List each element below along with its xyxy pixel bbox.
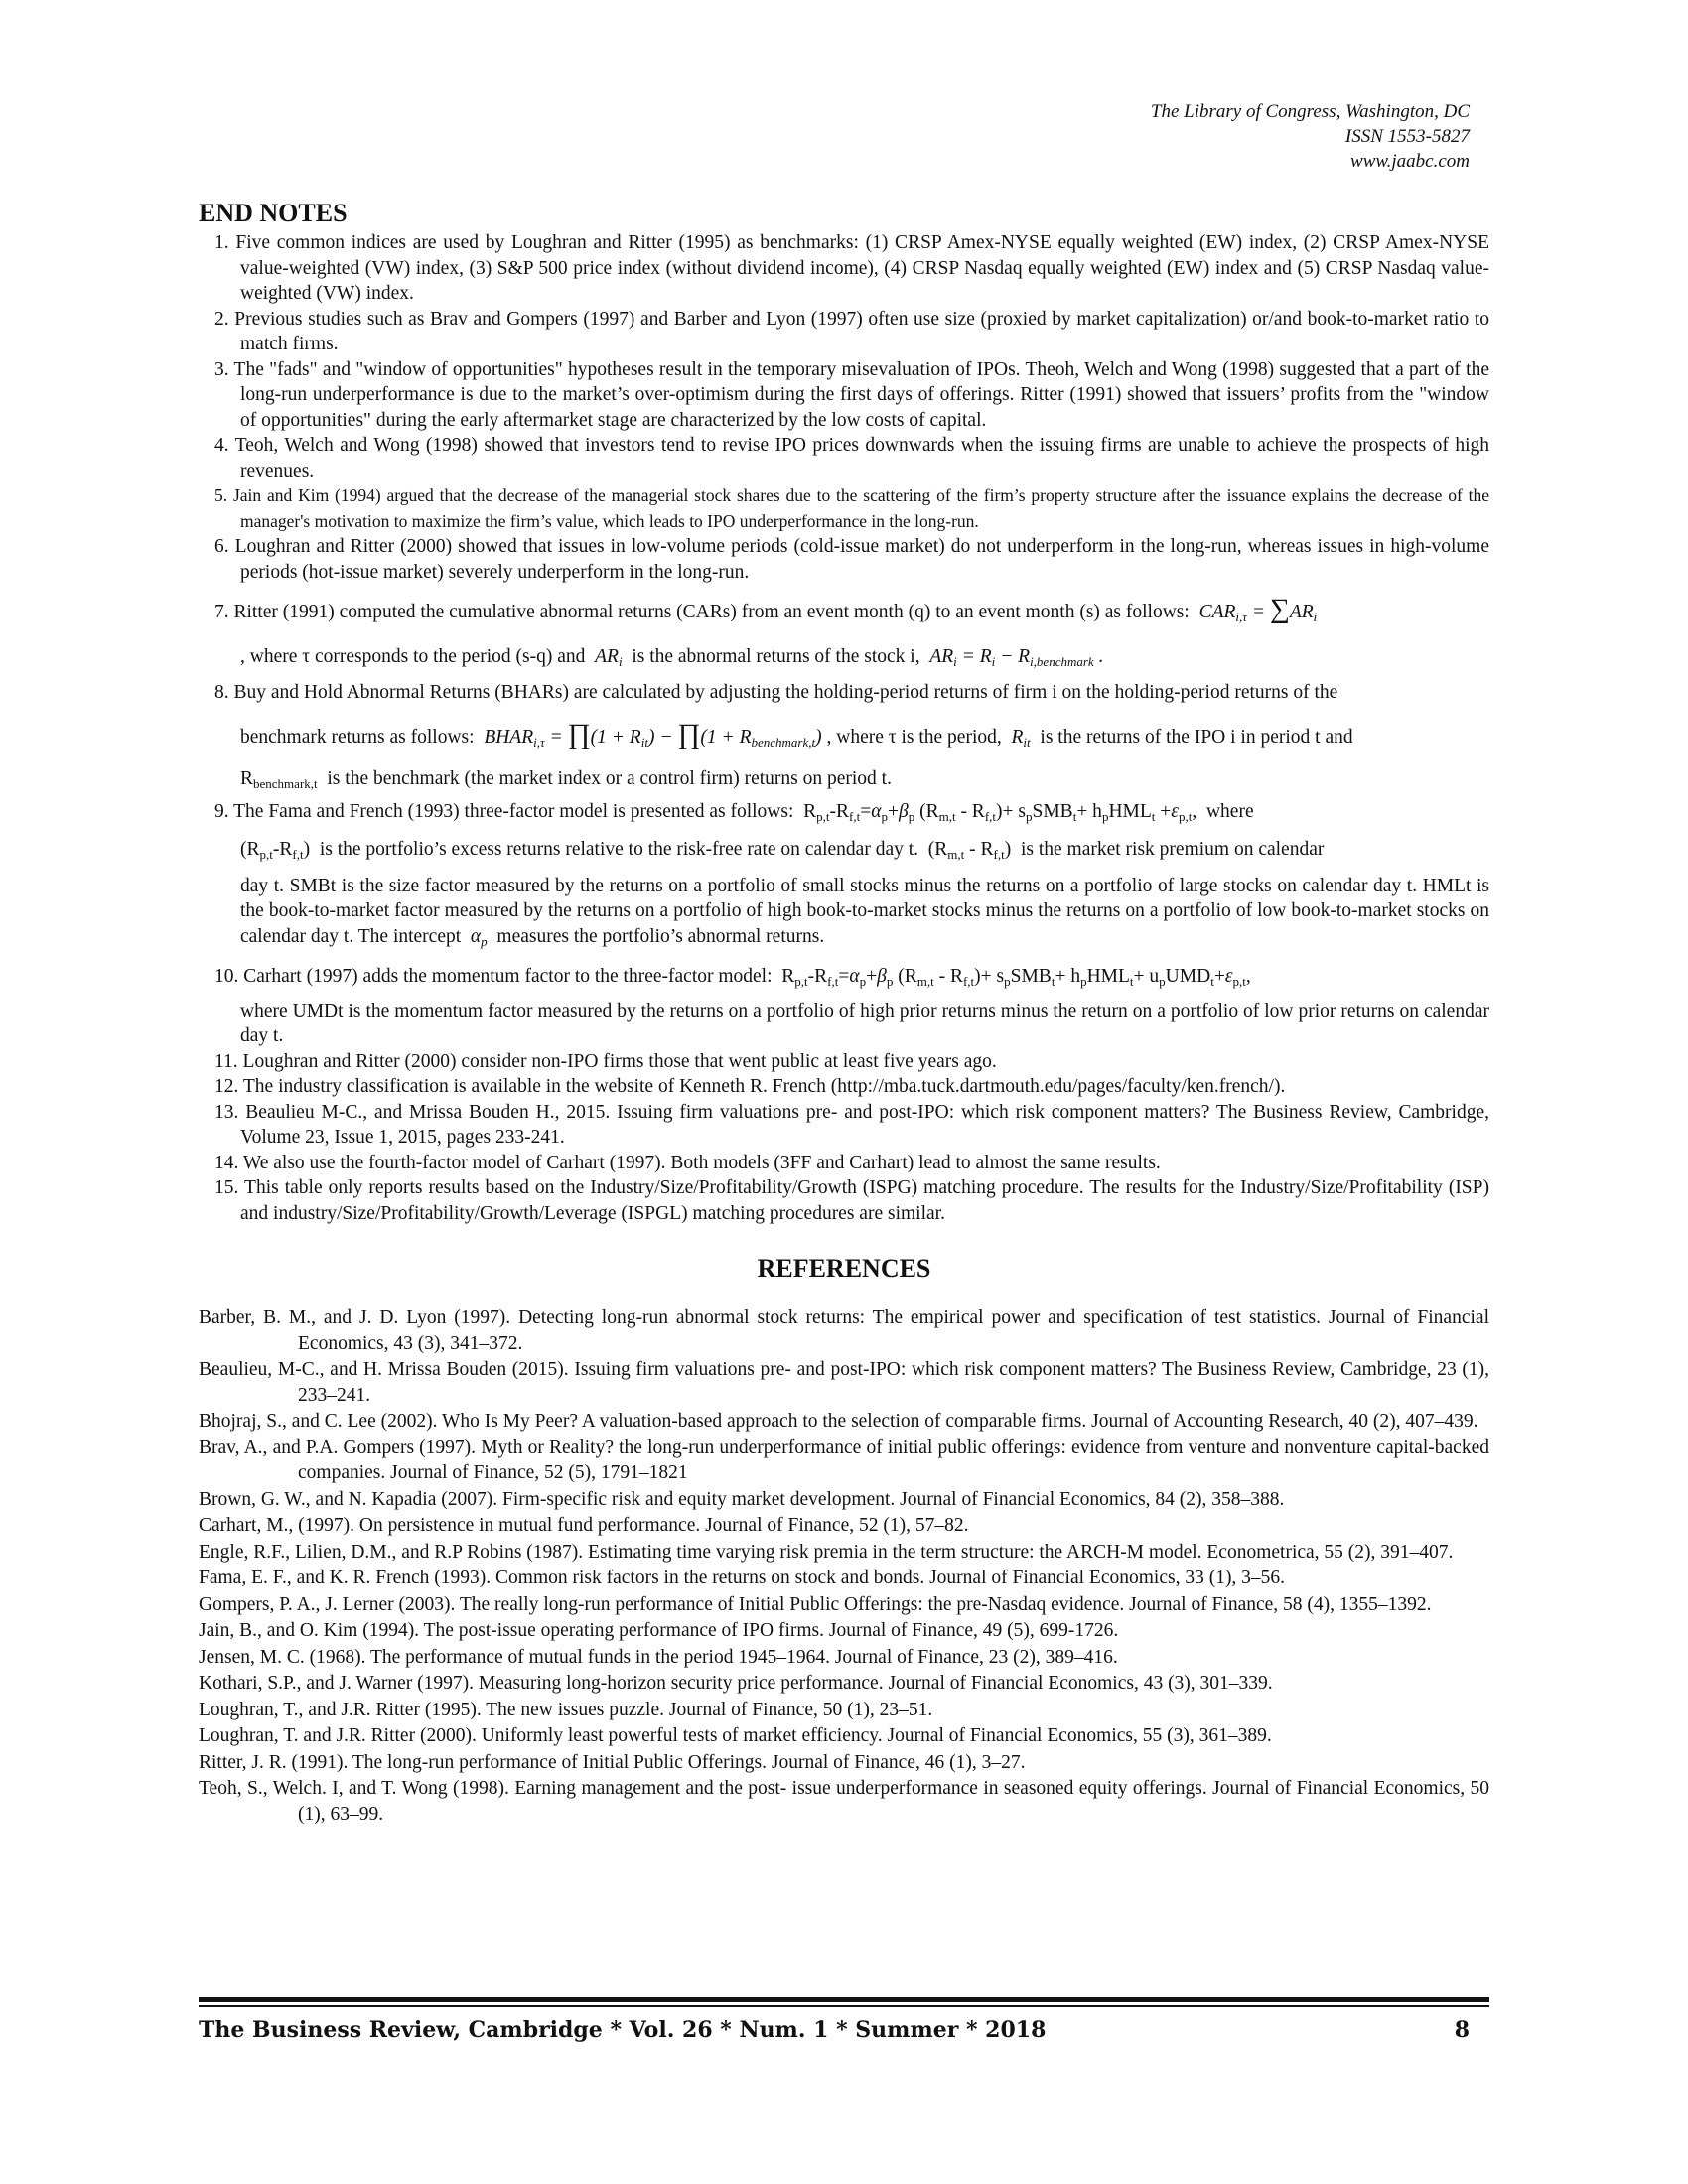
endnote-10 [199,964,1489,1049]
page-content [199,199,1489,1828]
endnote-9-text-c: is the portfolio’s excess returns relative to the risk-free rate on calendar day t. [319,839,919,860]
carhart-formula: $R_{p,t}-R_{f,t}=\alpha_p+\beta_p$ $(R_{m,t} - R_{f,t})+ s_pSMB_t+ h_pHML_t+ u_pUMD_t+\varepsilon_{p,t}$, [776,966,1251,989]
header-library: The Library of Congress, Washington, DC [1150,101,1470,122]
footer-rule-thin [199,2005,1489,2007]
endnote-13: 13. Beaulieu M-C., and Mrissa Bouden H., 2015. Issuing firm valuations pre- and post-IPO: which risk component matters? The Business Review, Cambridge, Volume 23, Issue 1, 2015, pages 233-241. [214,1101,1489,1148]
reference-item: Engle, R.F., Lilien, D.M., and R.P Robins (1987). Estimating time varying risk premia in the term structure: the ARCH-M model. Econometrica, 55 (2), 391–407. [199,1541,1454,1563]
ar-symbol: $AR_i$ [590,645,623,669]
reference-item: Brav, A., and P.A. Gompers (1997). Myth or Reality? the long-run underperformance of initial public offerings: evidence from venture and nonventure capital-backed companies. Journal of Finance, 52 (5), 1791–1821 [199,1436,1489,1483]
reference-item: Teoh, S., Welch. I, and T. Wong (1998). Earning management and the post- issue underperformance in seasoned equity offerings. Journal of Financial Economics, 50 (1), 63–99. [199,1778,1489,1825]
reference-item: Bhojraj, S., and C. Lee (2002). Who Is My Peer? A valuation-based approach to the selection of comparable firms. Journal of Accounting Research, 40 (2), 407–439. [199,1411,1478,1432]
alpha-symbol: $\alpha_p$ [466,925,488,949]
endnote-8-text-b: benchmark returns as follows: [240,726,475,748]
references-list [199,1305,1489,1827]
endnote-9-text-f: measures the portfolio’s abnormal returns. [496,925,825,947]
reference-item: Carhart, M., (1997). On persistence in mutual fund performance. Journal of Finance, 52 (1), 57–82. [199,1515,969,1536]
page-number: 8 [1454,2017,1470,2043]
reference-item: Loughran, T., and J.R. Ritter (1995). The new issues puzzle. Journal of Finance, 50 (1), 23–51. [199,1699,933,1720]
endnote-8-text-a: 8. Buy and Hold Abnormal Returns (BHARs) are calculated by adjusting the holding-period returns of firm i on the holding-period returns of the [214,682,1338,703]
endnote-8-text-c: , where τ is the period, [826,726,1002,748]
footer-rule-thick [199,1997,1489,2002]
ff3-formula: $R_{p,t}-R_{f,t}=\alpha_p+\beta_p$ $(R_{m,t} - R_{f,t})+ s_pSMB_t+ h_pHML_t +\varepsilon_{p,t}$, [798,800,1202,824]
endnote-6: 6. Loughran and Ritter (2000) showed that issues in low-volume periods (cold-issue market) do not underperform in the long-run, whereas issues in high-volume periods (hot-issue market) severely underperform in the long-run. [214,536,1489,583]
reference-item: Fama, E. F., and K. R. French (1993). Common risk factors in the returns on stock and bonds. Journal of Financial Economics, 33 (1), 3–56. [199,1568,1286,1588]
ar-formula: $AR_i = R_i - R_{i,benchmark}$ . [924,645,1104,669]
endnote-5: 5. Jain and Kim (1994) argued that the decrease of the managerial stock shares due to the scattering of the firm’s property structure after the issuance explains the decrease of the manager's motivation to maximize the firm’s value, which leads to IPO underperformance in the long-run. [214,485,1489,531]
endnote-4: 4. Teoh, Welch and Wong (1998) showed that investors tend to revise IPO prices downwards when the issuing firms are unable to achieve the prospects of high revenues. [214,435,1489,481]
reference-item: Barber, B. M., and J. D. Lyon (1997). Detecting long-run abnormal stock returns: The empirical power and specification of test statistics. Journal of Financial Economics, 43 (3), 341–372. [199,1307,1489,1354]
reference-item: Gompers, P. A., J. Lerner (2003). The really long-run performance of Initial Public Offerings: the pre-Nasdaq evidence. Journal of Finance, 58 (4), 1355–1392. [199,1593,1432,1615]
bhar-formula: $BHAR_{i,\tau}$ = ∏(1 + $R_{it}$) − ∏(1 + $R_{benchmark,t}$) [479,718,822,750]
reference-item: Kothari, S.P., and J. Warner (1997). Measuring long-horizon security price performance. Journal of Financial Economics, 43 (3), 301–339. [199,1673,1273,1694]
endnotes-heading: END NOTES [199,199,348,227]
endnote-7-text-a: 7. Ritter (1991) computed the cumulative abnormal returns (CARs) from an event month (q) to an event month (s) as follows: [214,602,1190,622]
endnote-3: 3. The "fads" and "window of opportunities" hypotheses result in the temporary misevaluation of IPOs. Theoh, Welch and Wong (1998) suggested that a part of the long-run underperformance is due to the market’s over-optimism during the first days of offerings. Ritter (1991) showed that issuers’ profits from the "window of opportunities" during the early aftermarket stage are characterized by the low costs of capital. [214,358,1489,431]
reference-item: Beaulieu, M-C., and H. Mrissa Bouden (2015). Issuing firm valuations pre- and post-IPO: which risk component matters? The Business Review, Cambridge, 23 (1), 233–241. [199,1359,1489,1406]
endnote-12: 12. The industry classification is available in the website of Kenneth R. French (http://mba.tuck.dartmouth.edu/pages/faculty/ken.french/). [214,1076,1286,1097]
endnote-7 [199,594,1489,674]
running-header [1151,99,1470,174]
endnote-7-text-b: , where τ corresponds to the period (s-q) and [240,645,586,667]
market-premium-symbol: $(R_{m,t} - R_{f,t})$ [922,839,1017,862]
car-formula: $CAR_{i,\tau} = \sum AR_i$ [1194,594,1318,624]
endnote-15: 15. This table only reports results based on the Industry/Size/Profitability/Growth (ISPG) matching procedure. The results for the Industry/Size/Profitability (ISP) and industry/Size/Profitability/Growth/Leverage (ISPGL) matching procedures are similar. [214,1177,1489,1224]
header-website: www.jaabc.com [1350,151,1470,172]
endnote-1: 1. Five common indices are used by Loughran and Ritter (1995) as benchmarks: (1) CRSP Amex-NYSE equally weighted (EW) index, (2) CRSP Amex-NYSE value-weighted (VW) index, (3) S&P 500 price index (without dividend income), (4) CRSP Nasdaq equally weighted (EW) index and (5) CRSP Nasdaq value-weighted (VW) index. [214,232,1489,304]
reference-item: Loughran, T. and J.R. Ritter (2000). Uniformly least powerful tests of market efficiency. Journal of Financial Economics, 55 (3), 361–389. [199,1725,1272,1746]
endnote-10-text-b: where UMDt is the momentum factor measured by the returns on a portfolio of high prior returns minus the return on a portfolio of low prior returns on calendar day t. [240,1000,1489,1046]
endnote-10-text-a: 10. Carhart (1997) adds the momentum factor to the three-factor model: [214,966,773,987]
header-issn: ISSN 1553-5827 [1344,126,1470,147]
endnote-7-text-c: is the abnormal returns of the stock i, [632,645,920,667]
reference-item: Brown, G. W., and N. Kapadia (2007). Firm-specific risk and equity market development. Journal of Financial Economics, 84 (2), 358–388. [199,1488,1285,1510]
footer-journal: The Business Review, Cambridge * Vol. 26 * Num. 1 * Summer * 2018 [199,2017,1047,2043]
reference-item: Ritter, J. R. (1991). The long-run performance of Initial Public Offerings. Journal of Finance, 46 (1), 3–27. [199,1751,1026,1773]
references-heading: REFERENCES [757,1254,931,1283]
reference-item: Jain, B., and O. Kim (1994). The post-issue operating performance of IPO firms. Journal of Finance, 49 (5), 699-1726. [199,1620,1119,1641]
endnote-2: 2. Previous studies such as Brav and Gompers (1997) and Barber and Lyon (1997) often use size (proxied by market capitalization) or/and book-to-market ratio to match firms. [214,308,1489,354]
endnote-11: 11. Loughran and Ritter (2000) consider non-IPO firms those that went public at least five years ago. [214,1050,997,1072]
endnote-9 [199,799,1489,955]
endnote-8-text-d: is the returns of the IPO i in period t and [1040,726,1353,748]
rbenchmark-symbol: $R_{benchmark,t}$ [240,768,318,791]
endnote-8 [199,680,1489,797]
endnote-9-text-a: 9. The Fama and French (1993) three-factor model is presented as follows: [214,800,794,822]
endnote-9-text-b: where [1205,800,1254,822]
endnote-14: 14. We also use the fourth-factor model of Carhart (1997). Both models (3FF and Carhart) lead to almost the same results. [214,1152,1161,1173]
endnote-9-text-d: is the market risk premium on calendar [1020,839,1325,860]
page-footer [199,2017,1489,2043]
reference-item: Jensen, M. C. (1968). The performance of mutual funds in the period 1945–1964. Journal of Finance, 23 (2), 389–416. [199,1646,1118,1668]
endnote-9-text-e: day t. SMBt is the size factor measured by the returns on a portfolio of small stocks minus the returns on a portfolio of large stocks on calendar day t. HMLt is the book-to-market factor measured by the returns on a portfolio of high book-to-market stocks minus the returns on a portfolio of low book-to-market stocks on calendar day t. The intercept [240,875,1489,947]
endnote-8-text-e: is the benchmark (the market index or a control firm) returns on period t. [327,768,892,789]
rit-symbol: $R_{it}$ [1006,726,1031,750]
excess-return-symbol: $(R_{p,t}-R_{f,t})$ [240,839,315,862]
